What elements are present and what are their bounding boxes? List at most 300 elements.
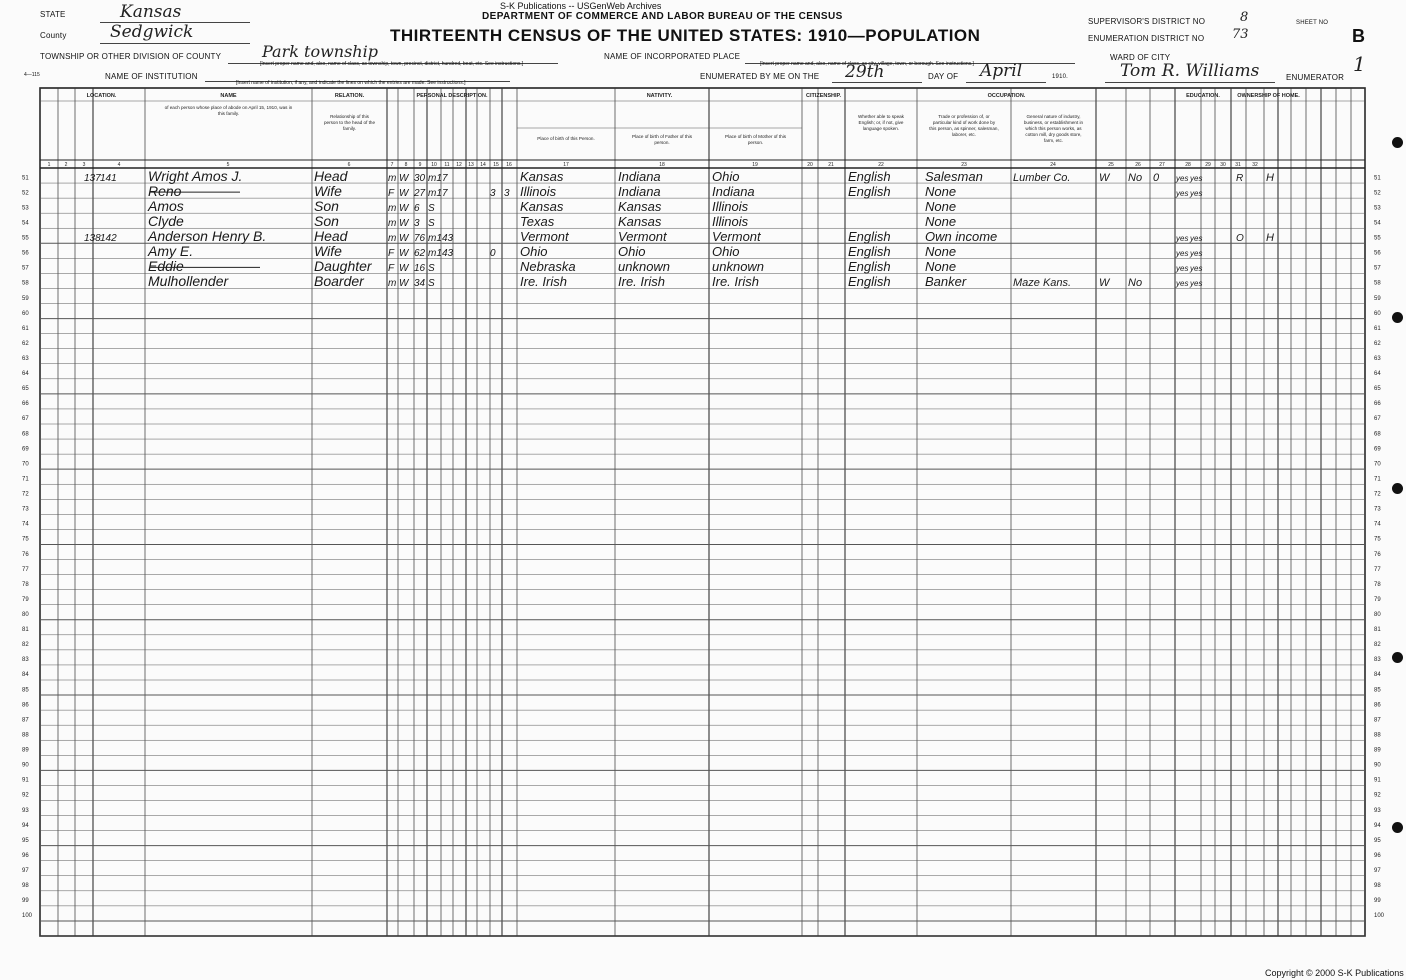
column-number: 6 <box>347 162 351 168</box>
entry-father-birth: Indiana <box>618 168 661 184</box>
language-header-text: Whether able to speak <box>858 114 904 119</box>
entry-sex: F <box>388 248 395 260</box>
column-number: 24 <box>1050 162 1056 168</box>
entry-father-birth: Vermont <box>618 229 667 245</box>
entry-read: yes <box>1176 279 1189 289</box>
entry-marital: S <box>428 202 435 214</box>
line-number-right: 90 <box>1374 762 1381 769</box>
column-group-label: OCCUPATION. <box>987 93 1026 99</box>
trade-header-text: particular kind of work done by <box>932 120 996 125</box>
line-number-right: 67 <box>1374 416 1381 423</box>
line-number-left: 70 <box>22 461 29 468</box>
entry-relation: Wife <box>314 182 342 199</box>
column-number: 18 <box>659 162 665 168</box>
entry-family: 142 <box>100 233 117 245</box>
entry-own: R <box>1236 172 1244 184</box>
line-number-left: 77 <box>22 566 29 573</box>
line-number-left: 96 <box>22 852 29 859</box>
line-number-right: 86 <box>1374 702 1381 709</box>
entry-weeks: 0 <box>1153 171 1160 184</box>
entry-relation: Daughter <box>314 258 372 275</box>
entry-mother-birth: Ohio <box>712 244 740 260</box>
line-number-left: 73 <box>22 506 29 513</box>
line-number-right: 100 <box>1374 913 1385 920</box>
column-group-label: RELATION. <box>334 93 365 99</box>
line-number-left: 84 <box>22 672 29 679</box>
entry-father-birth: Ire. Irish <box>618 274 665 290</box>
sheet-label: SHEET NO <box>1296 20 1329 26</box>
entry-sex: m <box>388 217 397 229</box>
line-number-right: 68 <box>1374 431 1381 438</box>
column-number: 27 <box>1159 162 1165 168</box>
line-number-left: 56 <box>22 250 29 257</box>
line-number-left: 93 <box>22 807 29 814</box>
enumeration-value: 73 <box>1232 27 1249 42</box>
entry-mother-birth: Illinois <box>712 198 749 214</box>
entry-relation: Wife <box>314 243 342 260</box>
line-number-right: 98 <box>1374 883 1381 890</box>
industry-header-text: cotton mill, dry goods store, <box>1025 132 1082 137</box>
line-number-left: 86 <box>22 702 29 709</box>
entry-family: 141 <box>100 172 117 184</box>
nativity-person-header: Place of birth of this Person. <box>537 136 595 141</box>
entry-children-living: 3 <box>504 187 510 199</box>
entry-mother-birth: Indiana <box>712 183 755 199</box>
line-number-left: 81 <box>22 627 29 634</box>
line-number-right: 63 <box>1374 356 1381 362</box>
column-group-label: CITIZENSHIP. <box>805 93 842 99</box>
column-number: 10 <box>431 162 437 168</box>
county-label: County <box>40 31 67 40</box>
entry-father-birth: Indiana <box>618 183 661 199</box>
entry-farm: H <box>1266 171 1274 184</box>
enumerated-month: April <box>980 61 1023 81</box>
line-number-right: 92 <box>1374 792 1381 799</box>
supervisor-label: SUPERVISOR'S DISTRICT NO <box>1088 17 1206 26</box>
entry-name: Clyde <box>148 212 184 229</box>
entry-birth: Kansas <box>520 168 564 184</box>
township-value: Park township <box>262 42 378 61</box>
binder-hole <box>1392 652 1403 663</box>
line-number-left: 76 <box>22 551 29 558</box>
entry-children-born: 3 <box>490 187 496 199</box>
entry-children-born: 0 <box>490 248 496 260</box>
entry-write: yes <box>1190 173 1203 183</box>
entry-read: yes <box>1176 264 1189 274</box>
entry-birth: Vermont <box>520 229 569 245</box>
line-number-right: 95 <box>1374 837 1381 844</box>
column-number: 26 <box>1135 162 1141 168</box>
entry-age: 3 <box>414 217 420 229</box>
entry-name: Amos <box>148 197 184 214</box>
line-number-left: 91 <box>22 777 29 784</box>
entry-farm: H <box>1266 232 1274 245</box>
entry-industry: Maze Kans. <box>1013 277 1072 290</box>
line-number-left: 82 <box>22 642 29 649</box>
language-header-text: English; or, if not, give <box>858 120 904 125</box>
entry-trade: Banker <box>925 274 967 290</box>
entry-race: W <box>399 172 409 184</box>
entry-language: English <box>848 274 891 290</box>
entry-age: 6 <box>414 202 420 214</box>
entry-sex: m <box>388 202 397 214</box>
entry-father-birth: Kansas <box>618 198 662 214</box>
binder-hole <box>1392 483 1403 494</box>
line-number-left: 87 <box>22 717 29 724</box>
sheet-number: 1 <box>1353 52 1366 76</box>
column-number: 22 <box>878 162 884 168</box>
entry-language: English <box>848 183 891 199</box>
supervisor-value: 8 <box>1240 10 1249 25</box>
line-number-left: 72 <box>22 491 29 498</box>
line-number-right: 85 <box>1374 687 1381 694</box>
entry-race: W <box>399 278 409 290</box>
entry-marital: S <box>428 263 435 275</box>
form-code: 4—115 <box>24 72 40 78</box>
entry-mother-birth: Ire. Irish <box>712 274 759 290</box>
line-number-left: 89 <box>22 747 29 754</box>
entry-read: yes <box>1176 249 1189 259</box>
entry-birth: Kansas <box>520 198 564 214</box>
column-number: 8 <box>404 162 408 168</box>
entry-sex: m <box>388 278 397 290</box>
line-number-right: 70 <box>1374 461 1381 468</box>
line-number-right: 99 <box>1374 898 1381 905</box>
line-number-right: 57 <box>1374 265 1381 272</box>
column-number: 7 <box>390 162 394 168</box>
entry-name: Amy E. <box>148 243 194 260</box>
entry-mother-birth: unknown <box>712 259 765 275</box>
entry-race: W <box>399 187 409 199</box>
entry-relation: Head <box>314 167 348 184</box>
column-number: 11 <box>444 162 450 168</box>
entry-marital: m1 <box>428 172 442 184</box>
line-number-right: 74 <box>1374 521 1381 528</box>
entry-write: yes <box>1190 249 1203 259</box>
line-number-left: 62 <box>22 340 29 347</box>
column-number: 12 <box>456 162 462 168</box>
column-number: 15 <box>493 162 499 168</box>
line-number-left: 97 <box>22 868 29 874</box>
entry-birth: Texas <box>520 213 555 229</box>
trade-header-text: this person, as spinner, salesman, <box>929 126 999 131</box>
line-number-left: 59 <box>22 295 29 302</box>
table-frame <box>40 88 1365 936</box>
entry-own: O <box>1236 233 1244 245</box>
line-number-right: 52 <box>1374 190 1381 197</box>
entry-marital: m1 <box>428 233 442 245</box>
line-number-right: 54 <box>1374 220 1381 227</box>
column-number: 20 <box>807 162 813 168</box>
column-number: 19 <box>752 162 758 168</box>
entry-name: Mulhollender <box>148 273 229 290</box>
entry-age: 30 <box>414 172 426 184</box>
line-number-right: 58 <box>1374 280 1381 287</box>
entry-years: 43 <box>442 233 454 245</box>
line-number-left: 98 <box>22 883 29 890</box>
page-title: THIRTEENTH CENSUS OF THE UNITED STATES: 1910—POPULATION <box>390 26 981 45</box>
line-number-left: 55 <box>22 235 29 242</box>
line-number-right: 88 <box>1374 732 1381 739</box>
entry-race: W <box>399 233 409 245</box>
entry-write: yes <box>1190 279 1203 289</box>
entry-race: W <box>399 248 409 260</box>
nativity-father-header: person. <box>654 140 670 145</box>
ward-label: WARD OF CITY <box>1110 53 1171 62</box>
line-number-left: 64 <box>22 371 29 378</box>
column-number: 14 <box>480 162 486 168</box>
line-number-left: 60 <box>22 310 29 317</box>
entry-name: Anderson Henry B. <box>148 228 267 245</box>
entry-write: yes <box>1190 264 1203 274</box>
entry-sex: F <box>388 263 395 275</box>
line-number-right: 71 <box>1374 476 1381 483</box>
entry-write: yes <box>1190 234 1203 244</box>
column-group-label: EDUCATION. <box>1186 93 1220 99</box>
entry-birth: Nebraska <box>520 259 576 275</box>
relation-header-text: person to the head of the <box>323 120 376 125</box>
entry-employer: W <box>1099 171 1110 184</box>
line-number-right: 81 <box>1374 627 1381 634</box>
line-number-right: 61 <box>1374 325 1381 332</box>
entry-relation: Boarder <box>314 273 364 290</box>
trade-header-text: Trade or profession of, or <box>938 114 990 119</box>
line-number-left: 92 <box>22 792 29 799</box>
entry-trade: None <box>925 198 957 214</box>
nativity-father-header: Place of birth of Father of this <box>631 134 693 139</box>
relation-header-text: family. <box>343 126 356 131</box>
name-header-text: of each person whose place of abode on April 15, 1910, was in <box>164 105 293 110</box>
column-number: 29 <box>1205 162 1211 168</box>
publisher-line: S-K Publications -- USGenWeb Archives <box>500 1 662 11</box>
line-number-right: 96 <box>1374 852 1381 859</box>
column-number: 3 <box>82 162 86 168</box>
incorporated-label: NAME OF INCORPORATED PLACE <box>604 52 741 61</box>
copyright-footer: Copyright © 2000 S-K Publications <box>1265 968 1404 978</box>
line-number-left: 68 <box>22 431 29 438</box>
line-number-right: 97 <box>1374 868 1381 874</box>
trade-header-text: laborer, etc. <box>951 132 977 137</box>
entry-father-birth: unknown <box>618 259 671 275</box>
enumerator-name: Tom R. Williams <box>1120 61 1260 81</box>
line-number-left: 94 <box>22 822 29 829</box>
entry-mother-birth: Ohio <box>712 168 740 184</box>
line-number-right: 66 <box>1374 401 1381 408</box>
line-number-right: 78 <box>1374 581 1381 588</box>
column-number: 17 <box>563 162 569 168</box>
line-number-right: 60 <box>1374 310 1381 317</box>
entry-marital: S <box>428 217 435 229</box>
industry-header-text: which this person works, as <box>1025 126 1082 131</box>
line-number-left: 69 <box>22 446 29 453</box>
column-group-label: NAME <box>220 93 237 99</box>
entry-birth: Illinois <box>520 183 557 199</box>
nativity-mother-header: Place of birth of Mother of this <box>724 134 787 139</box>
entry-language: English <box>848 259 891 275</box>
entry-race: W <box>399 202 409 214</box>
line-number-left: 63 <box>22 356 29 362</box>
line-number-left: 52 <box>22 190 29 197</box>
institution-label: NAME OF INSTITUTION <box>105 72 198 81</box>
line-number-left: 100 <box>22 913 33 920</box>
state-label: STATE <box>40 10 66 19</box>
line-number-right: 53 <box>1374 205 1381 212</box>
line-number-left: 71 <box>22 476 29 483</box>
line-number-right: 79 <box>1374 596 1381 603</box>
entry-trade: Salesman <box>925 168 983 184</box>
entry-name: Wright Amos J. <box>148 167 243 184</box>
column-group-label: LOCATION. <box>86 93 117 99</box>
entry-trade: None <box>925 244 957 260</box>
entry-father-birth: Kansas <box>618 213 662 229</box>
sheet-letter: B <box>1352 26 1365 46</box>
line-number-left: 53 <box>22 205 29 212</box>
column-group-label: NATIVITY. <box>646 93 673 99</box>
line-number-left: 67 <box>22 416 29 423</box>
entry-birth: Ire. Irish <box>520 274 567 290</box>
line-number-right: 55 <box>1374 235 1381 242</box>
line-number-left: 80 <box>22 612 29 618</box>
entry-trade: None <box>925 259 957 275</box>
entry-employer: W <box>1099 277 1110 290</box>
enumerator-label: ENUMERATOR <box>1286 73 1345 82</box>
column-number: 16 <box>506 162 512 168</box>
column-number: 13 <box>468 162 474 168</box>
line-number-right: 89 <box>1374 747 1381 754</box>
line-number-left: 99 <box>22 898 29 905</box>
line-number-left: 57 <box>22 265 29 272</box>
entry-marital: S <box>428 278 435 290</box>
line-number-right: 93 <box>1374 807 1381 814</box>
column-number: 9 <box>418 162 422 168</box>
entry-trade: Own income <box>925 229 998 245</box>
line-number-left: 75 <box>22 536 29 543</box>
line-number-right: 69 <box>1374 446 1381 453</box>
entry-name: Eddie <box>148 258 184 275</box>
column-number: 25 <box>1108 162 1114 168</box>
line-number-right: 82 <box>1374 642 1381 649</box>
binder-hole <box>1392 822 1403 833</box>
entry-sex: m <box>388 172 397 184</box>
entry-age: 62 <box>414 248 426 260</box>
institution-note: [Insert name of institution, if any, and indicate the lines on which the entries are made. See instructions.] <box>236 80 466 86</box>
column-group-label: OWNERSHIP OF HOME. <box>1237 93 1300 99</box>
column-number: 30 <box>1220 162 1226 168</box>
entry-years: 7 <box>442 172 448 184</box>
enumeration-label: ENUMERATION DISTRICT NO <box>1088 34 1205 43</box>
entry-age: 34 <box>414 278 426 290</box>
entry-birth: Ohio <box>520 244 548 260</box>
line-number-left: 85 <box>22 687 29 694</box>
line-number-right: 51 <box>1374 175 1381 182</box>
department: DEPARTMENT OF COMMERCE AND LABOR BUREAU OF THE CENSUS <box>482 11 843 22</box>
entry-age: 16 <box>414 263 426 275</box>
line-number-left: 90 <box>22 762 29 769</box>
line-number-left: 58 <box>22 280 29 287</box>
name-header-text: this family. <box>217 111 240 116</box>
line-number-right: 77 <box>1374 566 1381 573</box>
entry-read: yes <box>1176 234 1189 244</box>
column-number: 4 <box>117 162 121 168</box>
binder-hole <box>1392 312 1403 323</box>
column-number: 28 <box>1185 162 1191 168</box>
line-number-left: 88 <box>22 732 29 739</box>
entry-write: yes <box>1190 188 1203 198</box>
line-number-right: 62 <box>1374 340 1381 347</box>
line-number-right: 84 <box>1374 672 1381 679</box>
column-number: 31 <box>1235 162 1241 168</box>
entry-father-birth: Ohio <box>618 244 646 260</box>
column-number: 21 <box>828 162 834 168</box>
line-number-right: 87 <box>1374 717 1381 724</box>
column-group-label: PERSONAL DESCRIPTION. <box>416 93 488 99</box>
entry-unemployed: No <box>1128 277 1143 290</box>
year-suffix: 1910. <box>1052 74 1069 80</box>
entry-language: English <box>848 168 891 184</box>
line-number-left: 95 <box>22 837 29 844</box>
entry-years: 7 <box>442 187 448 199</box>
binder-hole <box>1392 137 1403 148</box>
entry-read: yes <box>1176 173 1189 183</box>
entry-relation: Son <box>314 197 339 214</box>
entry-language: English <box>848 229 891 245</box>
line-number-left: 66 <box>22 401 29 408</box>
entry-years: 43 <box>442 248 454 260</box>
line-number-right: 76 <box>1374 551 1381 558</box>
entry-dwelling: 137 <box>84 172 101 184</box>
enumerated-label: ENUMERATED BY ME ON THE <box>700 72 820 81</box>
incorporated-note: [Insert proper name and, also, name of class, as city, village, town, or borough. See instructions.] <box>760 61 974 67</box>
entry-read: yes <box>1176 188 1189 198</box>
entry-industry: Lumber Co. <box>1013 171 1071 184</box>
entry-sex: F <box>388 187 395 199</box>
column-number: 5 <box>226 162 230 168</box>
county-value: Sedgwick <box>110 22 194 42</box>
relation-header-text: Relationship of this <box>330 114 369 119</box>
line-number-left: 65 <box>22 386 29 393</box>
line-number-right: 73 <box>1374 506 1381 513</box>
entry-trade: None <box>925 183 957 199</box>
column-number: 32 <box>1252 162 1258 168</box>
entry-mother-birth: Illinois <box>712 213 749 229</box>
nativity-mother-header: person. <box>747 140 764 145</box>
township-label: TOWNSHIP OR OTHER DIVISION OF COUNTY <box>40 52 222 61</box>
line-number-left: 54 <box>22 220 29 227</box>
industry-header-text: farm, etc. <box>1043 138 1064 143</box>
line-number-right: 83 <box>1374 657 1381 664</box>
line-number-right: 94 <box>1374 822 1381 829</box>
entry-relation: Son <box>314 212 339 229</box>
state-value: Kansas <box>120 2 182 22</box>
entry-race: W <box>399 217 409 229</box>
line-number-right: 65 <box>1374 386 1381 393</box>
line-number-left: 79 <box>22 596 29 603</box>
line-number-right: 91 <box>1374 777 1381 784</box>
line-number-left: 61 <box>22 325 29 332</box>
entry-dwelling: 138 <box>84 233 101 245</box>
entry-mother-birth: Vermont <box>712 229 761 245</box>
column-number: 1 <box>47 162 51 168</box>
line-number-left: 74 <box>22 521 29 528</box>
line-number-right: 72 <box>1374 491 1381 498</box>
day-of-label: DAY OF <box>928 72 959 81</box>
entry-race: W <box>399 263 409 275</box>
column-number: 23 <box>961 162 967 168</box>
language-header-text: language spoken. <box>862 126 900 131</box>
entry-trade: None <box>925 213 957 229</box>
line-number-right: 64 <box>1374 371 1381 378</box>
industry-header-text: General nature of industry, <box>1026 114 1081 119</box>
